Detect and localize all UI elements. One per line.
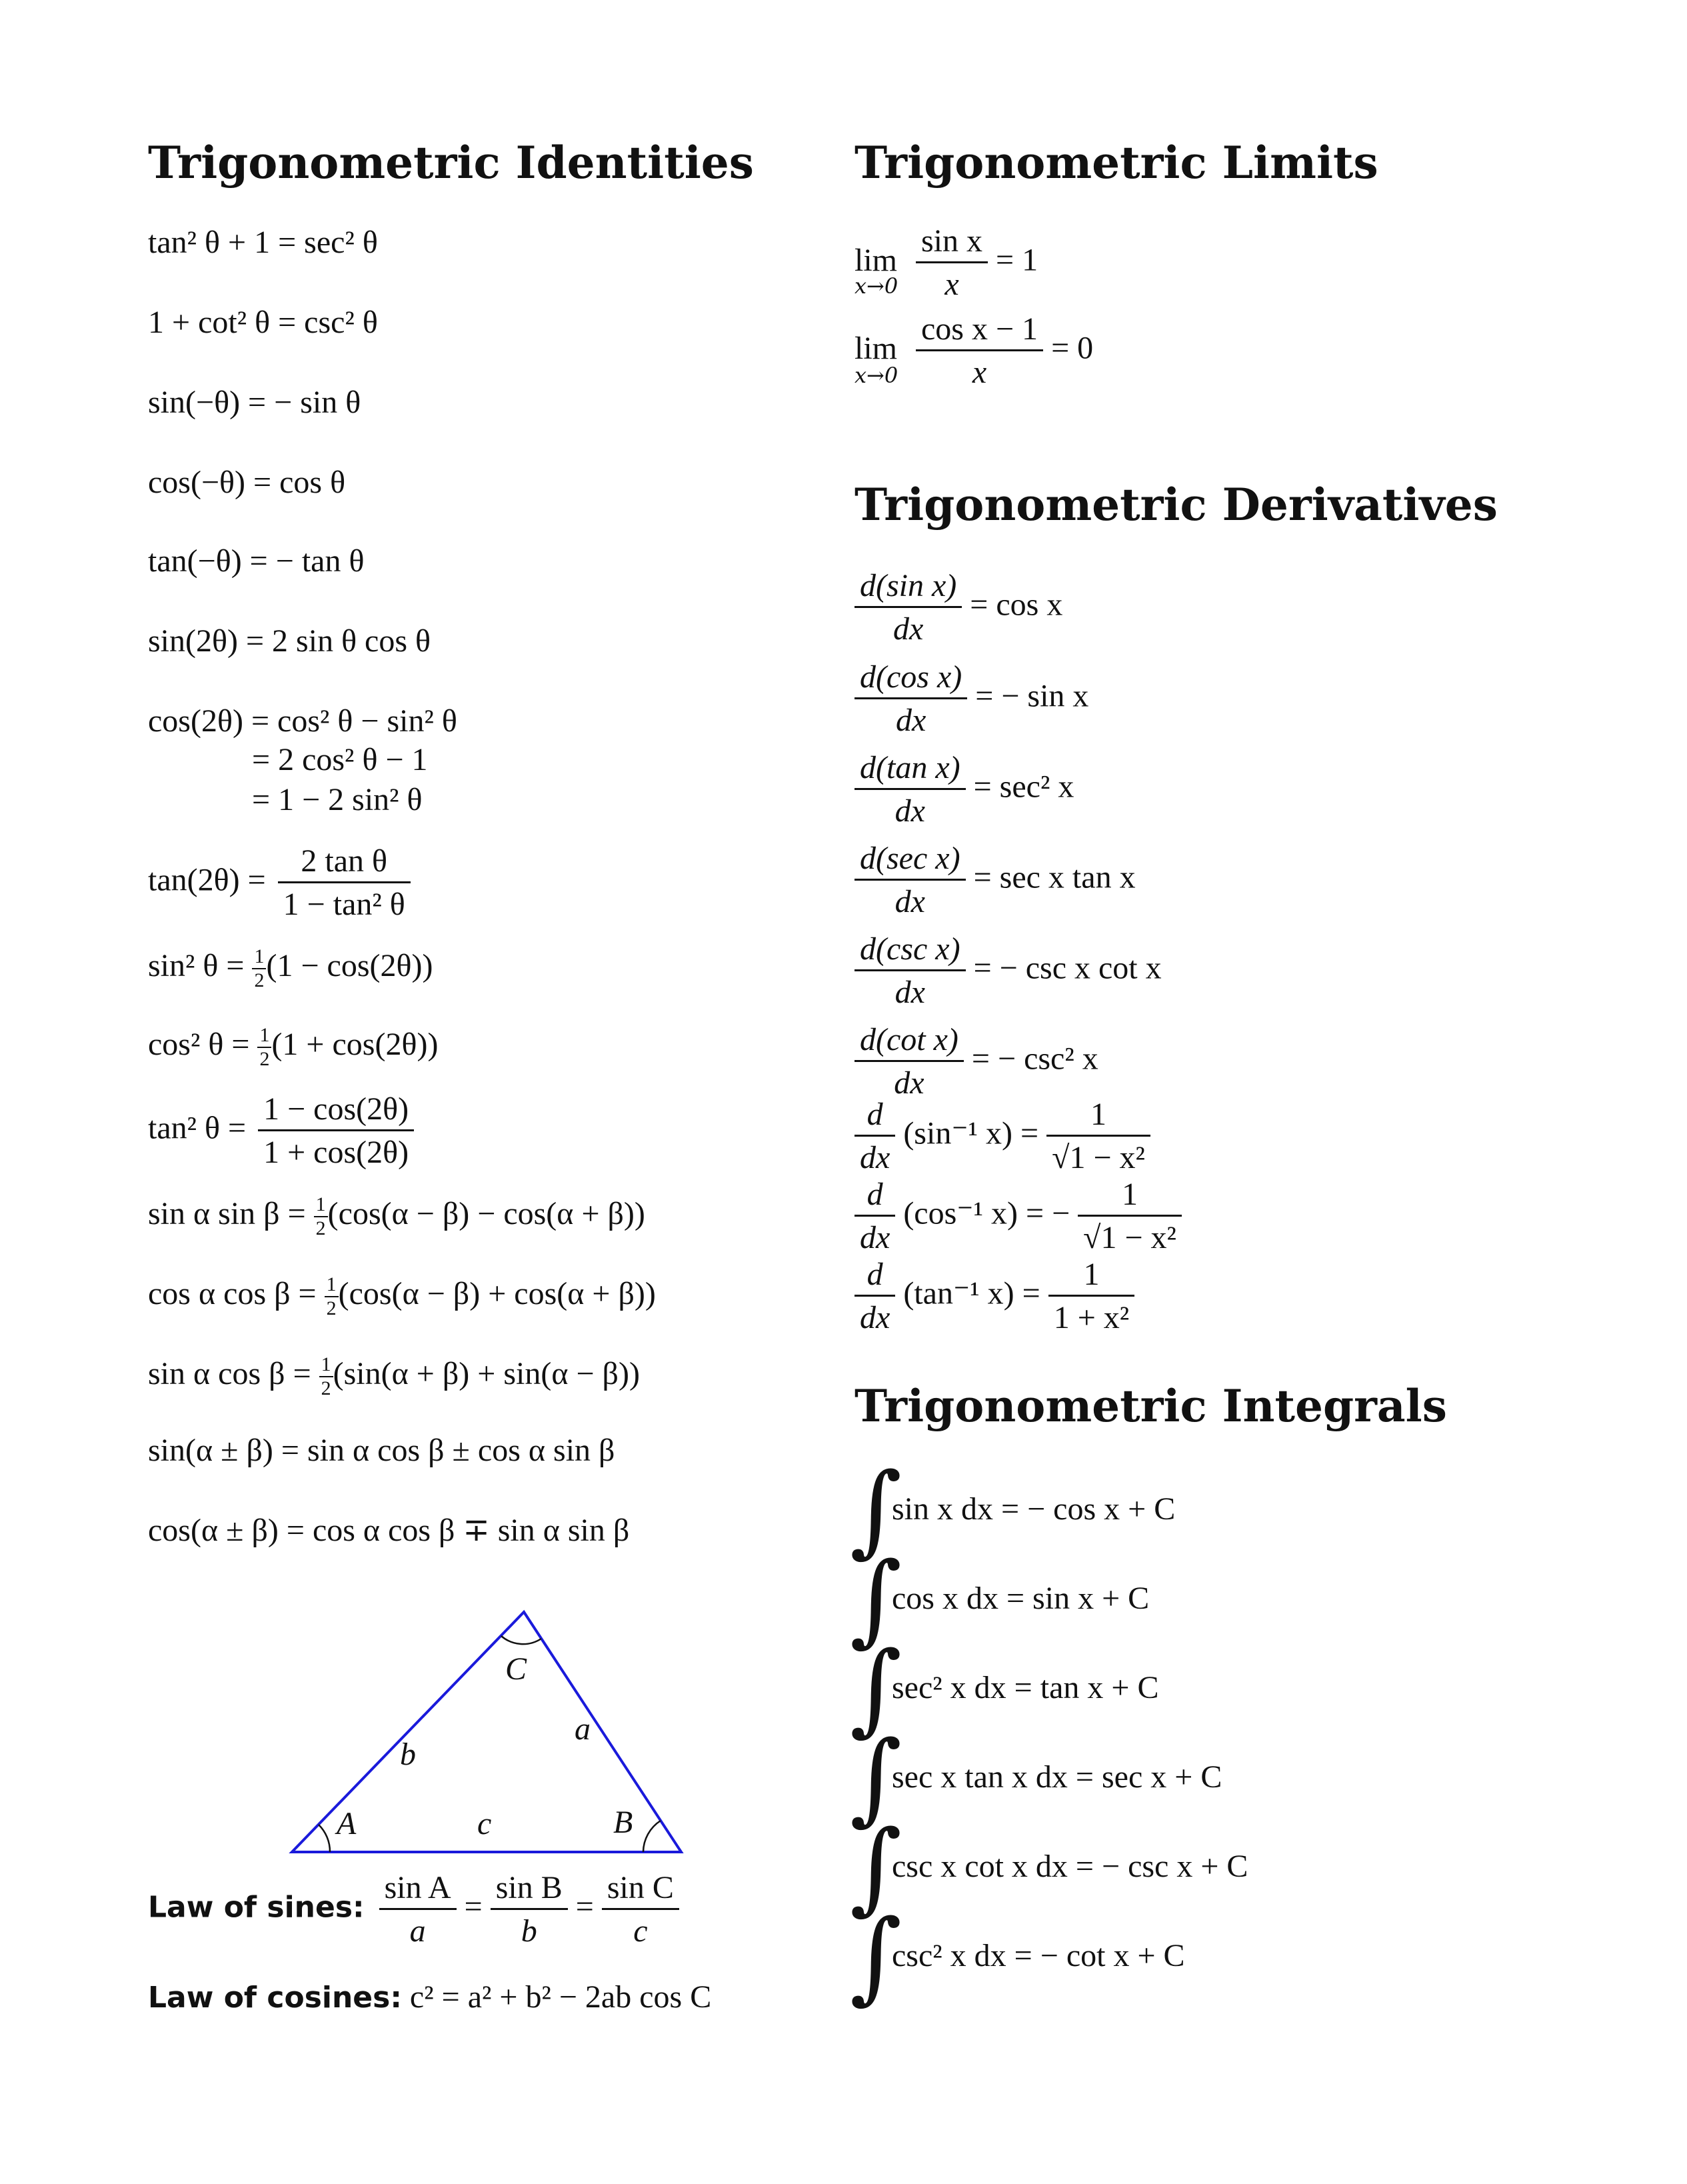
- derivative-sin-numerator: d(sin x): [854, 570, 962, 608]
- half-denominator: 2: [321, 1377, 331, 1399]
- product-cos-cos-lhs: cos α cos β =: [148, 1276, 317, 1312]
- triangle-vertex-C: C: [505, 1651, 527, 1687]
- angle-arc-C: [501, 1636, 541, 1644]
- integral-sec-squared: sec² x dx = tan x + C: [892, 1670, 1159, 1705]
- identity-negative-tan: tan(−θ) = − tan θ: [148, 543, 365, 579]
- derivative-cot-denominator: dx: [894, 1065, 924, 1101]
- identity-sin-squared: [148, 947, 433, 991]
- arccos-result-numerator: 1: [1078, 1179, 1182, 1217]
- derivative-cos-result: = − sin x: [975, 678, 1089, 714]
- tan-squared-denominator: 1 + cos(2θ): [263, 1135, 409, 1170]
- derivative-arctan: [854, 1259, 1134, 1334]
- derivative-sec-result: = sec x tan x: [973, 859, 1136, 895]
- half-denominator: 2: [326, 1297, 337, 1319]
- derivative-tan-denominator: dx: [894, 793, 925, 829]
- derivative-cos-fraction: [854, 661, 967, 737]
- arccos-d: d: [854, 1179, 895, 1217]
- arctan-result-denominator: 1 + x²: [1053, 1300, 1130, 1335]
- double-tan-lhs: tan(2θ) =: [148, 862, 266, 898]
- limit-2-fraction: [916, 313, 1043, 389]
- limit-2-result: = 0: [1051, 330, 1094, 366]
- sines-numerator-A: sin A: [379, 1872, 457, 1910]
- derivative-cot: [854, 1024, 1098, 1099]
- derivative-sin-denominator: dx: [892, 611, 924, 647]
- arccos-result-fraction: [1078, 1179, 1182, 1254]
- half-denominator: 2: [254, 969, 265, 991]
- derivative-sec-denominator: dx: [894, 884, 925, 919]
- triangle-side-b: b: [400, 1737, 416, 1772]
- identity-product-cos-cos: [148, 1275, 656, 1319]
- arctan-d: d: [854, 1259, 895, 1297]
- sines-numerator-B: sin B: [491, 1872, 568, 1910]
- identity-product-sin-sin: [148, 1195, 645, 1239]
- derivative-tan-fraction: [854, 752, 966, 827]
- arctan-dx: dx: [860, 1300, 890, 1335]
- half-numerator: 1: [252, 947, 266, 969]
- arccos-operator: [854, 1179, 895, 1254]
- integral-sign-4: ∫: [850, 1720, 902, 1836]
- sines-fraction-C: [602, 1872, 679, 1947]
- arccos-dx: dx: [860, 1220, 890, 1255]
- product-cos-cos-rhs: (cos(α − β) + cos(α + β)): [338, 1276, 656, 1312]
- integral-sin: sin x dx = − cos x + C: [892, 1491, 1176, 1527]
- half-denominator: 2: [259, 1048, 270, 1070]
- limit-subscript-2: x→0: [854, 363, 898, 388]
- half-fraction: [252, 947, 266, 991]
- limit-operator-2: lim: [854, 330, 898, 366]
- half-numerator: 1: [257, 1025, 271, 1048]
- limit-operator-1: lim: [854, 242, 898, 278]
- arcsin-dx: dx: [860, 1140, 890, 1175]
- half-numerator: 1: [319, 1355, 333, 1377]
- sines-denominator-c: c: [633, 1913, 648, 1949]
- product-sin-sin-rhs: (cos(α − β) − cos(α + β)): [327, 1196, 645, 1232]
- sin-squared-rhs: (1 − cos(2θ)): [266, 948, 433, 984]
- integral-sign-3: ∫: [850, 1631, 902, 1747]
- half-denominator: 2: [315, 1217, 326, 1239]
- derivative-sec: [854, 843, 1136, 918]
- tan-squared-fraction: [258, 1093, 414, 1169]
- integral-csc-cot: csc x cot x dx = − csc x + C: [892, 1849, 1248, 1884]
- identity-double-sin: sin(2θ) = 2 sin θ cos θ: [148, 623, 431, 659]
- identity-cos-squared: [148, 1025, 438, 1069]
- derivative-csc-result: = − csc x cot x: [973, 950, 1162, 986]
- derivative-csc-numerator: d(csc x): [854, 933, 966, 971]
- law-of-sines: [148, 1872, 679, 1947]
- triangle-side-c: c: [477, 1806, 492, 1841]
- identities-heading: Trigonometric Identities: [148, 137, 754, 189]
- arcsin-expression: (sin⁻¹ x) =: [903, 1115, 1039, 1151]
- arcsin-d: d: [854, 1099, 895, 1137]
- derivative-sec-fraction: [854, 843, 966, 918]
- limit-1-denominator: x: [944, 267, 959, 302]
- derivative-tan-numerator: d(tan x): [854, 752, 966, 790]
- identity-pythagorean-tan: tan² θ + 1 = sec² θ: [148, 225, 378, 260]
- identity-double-cos-1: cos(2θ) = cos² θ − sin² θ: [148, 703, 457, 739]
- derivative-csc: [854, 933, 1162, 1009]
- cos-squared-rhs: (1 + cos(2θ)): [271, 1027, 439, 1063]
- integral-sign-2: ∫: [850, 1541, 902, 1657]
- arccos-result-denominator: √1 − x²: [1083, 1220, 1176, 1255]
- integral-cos: cos x dx = sin x + C: [892, 1581, 1150, 1616]
- half-fraction: [319, 1355, 333, 1399]
- arctan-expression: (tan⁻¹ x) =: [903, 1275, 1040, 1311]
- derivative-cos-numerator: d(cos x): [854, 661, 967, 699]
- derivative-tan: [854, 752, 1074, 827]
- cos-squared-lhs: cos² θ =: [148, 1027, 250, 1063]
- identity-negative-sin: sin(−θ) = − sin θ: [148, 385, 361, 420]
- sines-equals-2: =: [575, 1889, 594, 1925]
- derivative-sec-numerator: d(sec x): [854, 843, 966, 881]
- identity-double-tan: [148, 845, 411, 921]
- identity-angle-sum-sin: sin(α ± β) = sin α cos β ± cos α sin β: [148, 1433, 615, 1468]
- double-tan-fraction: [278, 845, 411, 921]
- sines-numerator-C: sin C: [602, 1872, 679, 1910]
- arcsin-result-numerator: 1: [1046, 1099, 1150, 1137]
- arcsin-result-fraction: [1046, 1099, 1150, 1174]
- integral-sign-1: ∫: [850, 1452, 902, 1568]
- half-numerator: 1: [314, 1195, 328, 1217]
- integral-csc-squared: csc² x dx = − cot x + C: [892, 1938, 1185, 1973]
- sines-denominator-b: b: [521, 1913, 537, 1949]
- triangle-vertex-A: A: [337, 1806, 357, 1841]
- half-fraction: [314, 1195, 328, 1239]
- product-sin-sin-lhs: sin α sin β =: [148, 1196, 306, 1232]
- derivative-csc-denominator: dx: [894, 975, 925, 1010]
- derivative-cos-denominator: dx: [895, 703, 926, 738]
- derivative-tan-result: = sec² x: [973, 769, 1074, 805]
- identity-angle-sum-cos: cos(α ± β) = cos α cos β ∓ sin α sin β: [148, 1513, 630, 1548]
- arctan-result-fraction: [1048, 1259, 1134, 1334]
- limit-2-numerator: cos x − 1: [916, 313, 1043, 351]
- identity-tan-squared: [148, 1093, 414, 1169]
- limit-1-numerator: sin x: [916, 225, 988, 263]
- arccos-expression: (cos⁻¹ x) = −: [903, 1195, 1070, 1231]
- limit-subscript-1: x→0: [854, 273, 898, 299]
- derivative-sin-result: = cos x: [970, 587, 1063, 623]
- double-tan-denominator: 1 − tan² θ: [283, 887, 405, 922]
- law-of-sines-label: Law of sines:: [148, 1890, 365, 1925]
- law-of-cosines-label: Law of cosines:: [148, 1981, 402, 2015]
- derivative-cot-numerator: d(cot x): [854, 1024, 964, 1062]
- identity-double-cos-2: = 2 cos² θ − 1: [252, 742, 428, 777]
- identity-pythagorean-cot: 1 + cot² θ = csc² θ: [148, 305, 378, 340]
- limit-1-result: = 1: [996, 242, 1038, 278]
- integrals-heading: Trigonometric Integrals: [854, 1380, 1447, 1432]
- arctan-operator: [854, 1259, 895, 1334]
- derivative-cot-result: = − csc² x: [971, 1041, 1098, 1077]
- derivative-sin: [854, 570, 1062, 645]
- identity-double-cos-3: = 1 − 2 sin² θ: [252, 782, 423, 817]
- derivatives-heading: Trigonometric Derivatives: [854, 479, 1498, 531]
- derivative-sin-fraction: [854, 570, 962, 645]
- integral-sec-tan: sec x tan x dx = sec x + C: [892, 1759, 1222, 1795]
- half-fraction: [257, 1025, 271, 1069]
- derivative-cos: [854, 661, 1088, 737]
- sines-denominator-a: a: [409, 1913, 426, 1949]
- sines-fraction-A: [379, 1872, 457, 1947]
- tan-squared-numerator: 1 − cos(2θ): [258, 1093, 414, 1131]
- derivative-csc-fraction: [854, 933, 966, 1009]
- identity-negative-cos: cos(−θ) = cos θ: [148, 465, 346, 500]
- derivative-arcsin: [854, 1099, 1150, 1174]
- triangle-side-a: a: [575, 1711, 591, 1747]
- derivative-arccos: [854, 1179, 1182, 1254]
- double-tan-numerator: 2 tan θ: [278, 845, 411, 883]
- arcsin-operator: [854, 1099, 895, 1174]
- tan-squared-lhs: tan² θ =: [148, 1110, 247, 1146]
- arcsin-result-denominator: √1 − x²: [1052, 1140, 1145, 1175]
- identity-product-sin-cos: [148, 1355, 640, 1399]
- law-of-cosines: [148, 1981, 711, 2013]
- integral-sign-5: ∫: [850, 1809, 902, 1925]
- derivative-cot-fraction: [854, 1024, 964, 1099]
- triangle-vertex-B: B: [613, 1805, 633, 1840]
- angle-arc-A: [319, 1825, 330, 1852]
- sines-equals-1: =: [464, 1889, 483, 1925]
- product-sin-cos-lhs: sin α cos β =: [148, 1356, 311, 1392]
- limits-heading: Trigonometric Limits: [854, 137, 1378, 189]
- integral-sign-6: ∫: [850, 1899, 902, 2015]
- half-numerator: 1: [325, 1275, 339, 1297]
- limit-1-fraction: [916, 225, 988, 301]
- half-fraction: [325, 1275, 339, 1319]
- sin-squared-lhs: sin² θ =: [148, 948, 245, 984]
- limit-2-denominator: x: [972, 355, 987, 390]
- angle-arc-B: [643, 1821, 661, 1852]
- sines-fraction-B: [491, 1872, 568, 1947]
- arctan-result-numerator: 1: [1048, 1259, 1134, 1297]
- law-of-cosines-formula: c² = a² + b² − 2ab cos C: [409, 1979, 712, 2015]
- product-sin-cos-rhs: (sin(α + β) + sin(α − β)): [333, 1356, 640, 1392]
